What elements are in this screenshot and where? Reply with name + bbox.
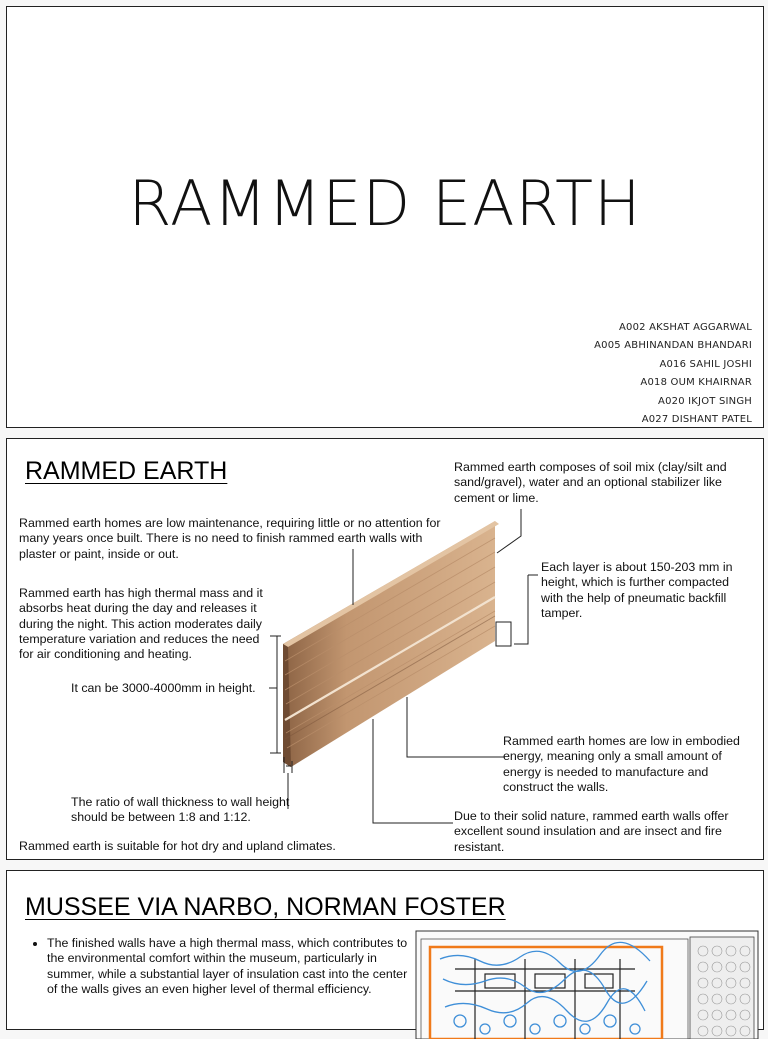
note-composition: Rammed earth composes of soil mix (clay/silt and sand/gravel), water and an optional stabilizer like cement or lime. — [454, 460, 727, 505]
museum-floor-plan-image — [415, 929, 760, 1039]
note-maintenance: Rammed earth homes are low maintenance, requiring little or no attention for many years once built. There is no need to finish rammed earth walls with plaster or paint, inside or out. — [19, 516, 441, 561]
presentation-title: RAMMED EARTH — [128, 167, 642, 240]
rammed-earth-details-slide — [6, 438, 764, 860]
case-study-slide — [6, 870, 764, 1030]
note-thermal-mass: Rammed earth has high thermal mass and it absorbs heat during the day and releases it during the night. This action moderates daily temperature variation and reduces the need for air conditioning and heating. — [19, 586, 263, 662]
note-climate: Rammed earth is suitable for hot dry and upland climates. — [19, 839, 336, 853]
author-list — [594, 319, 752, 429]
section-heading: MUSSEE VIA NARBO, NORMAN FOSTER — [25, 893, 506, 921]
bullet-list — [27, 936, 417, 997]
note-embodied-energy: Rammed earth homes are low in embodied energy, meaning only a small amount of energy is needed to manufacture and construct the walls. — [503, 734, 740, 794]
author-item: A002 AKSHAT AGGARWAL — [618, 322, 752, 333]
author-item: A005 ABHINANDAN BHANDARI — [594, 340, 752, 352]
note-layer-height: Each layer is about 150-203 mm in height, which is further compacted with the help of pneumatic backfill tamper. — [541, 560, 733, 620]
section-heading: RAMMED EARTH — [25, 457, 228, 485]
note-wall-height: It can be 3000-4000mm in height. — [71, 681, 256, 695]
author-item: A027 DISHANT PATEL — [641, 414, 752, 426]
bullet-item: • The finished walls have a high thermal mass, which contributes to the environmental comfort within the museum, particularly in summer, while a substantial layer of insulation cast into the center of the walls gives an even higher level of thermal efficiency. — [47, 936, 417, 997]
note-thickness-ratio: The ratio of wall thickness to wall height should be between 1:8 and 1:12. — [71, 795, 290, 825]
note-sound-insulation: Due to their solid nature, rammed earth walls offer excellent sound insulation and are insect and fire resistant. — [454, 809, 729, 854]
title-slide — [6, 6, 764, 428]
author-item: A016 SAHIL JOSHI — [659, 358, 752, 370]
author-item: A020 IKJOT SINGH — [658, 395, 752, 407]
author-item: A018 OUM KHAIRNAR — [640, 377, 752, 389]
